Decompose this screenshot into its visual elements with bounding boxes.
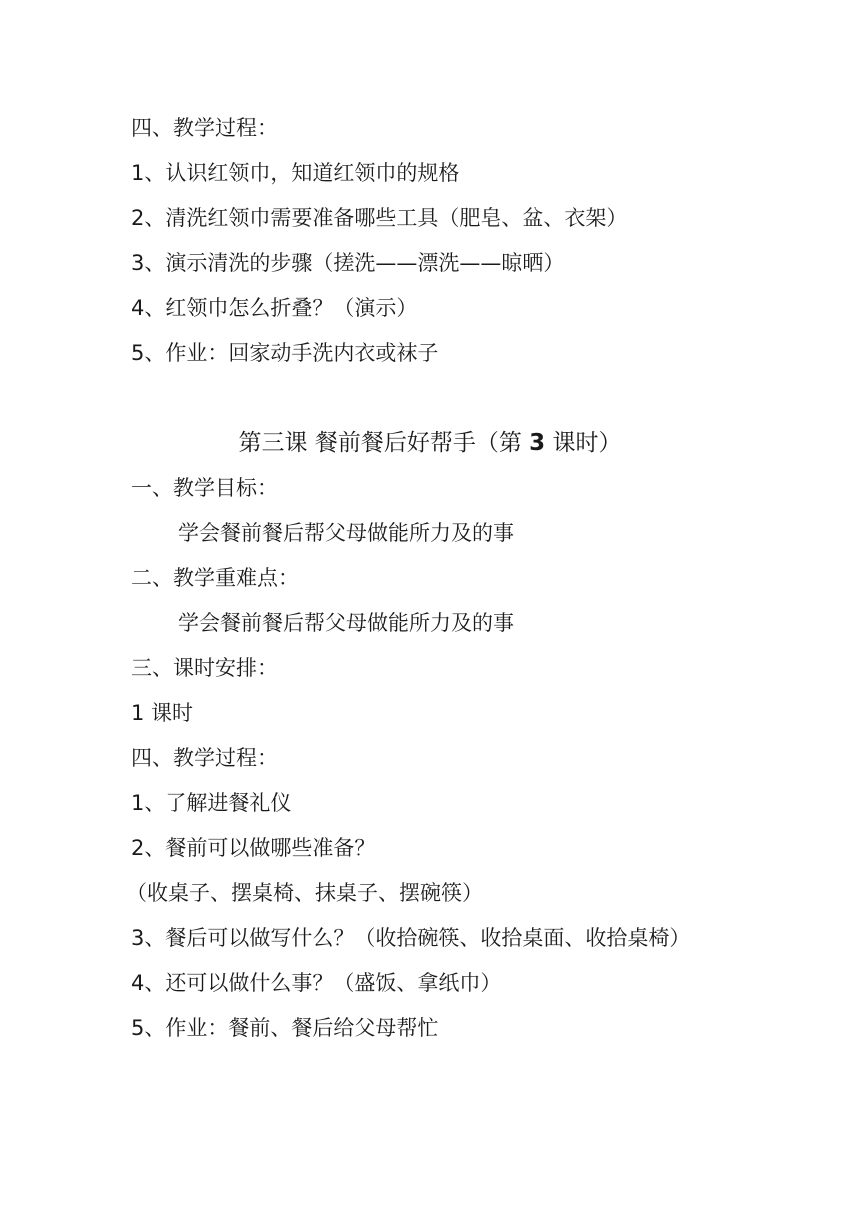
lesson-title-number: 3 (529, 430, 546, 456)
list-item: 2、清洗红领巾需要准备哪些工具（肥皂、盆、衣架） (131, 206, 628, 230)
list-item: 3、演示清洗的步骤（搓洗——漂洗——晾晒） (131, 251, 565, 275)
list-item: 5、作业：餐前、餐后给父母帮忙 (131, 1016, 439, 1040)
goal-text: 学会餐前餐后帮父母做能所力及的事 (178, 521, 514, 545)
list-item: （收桌子、摆桌椅、抹桌子、摆碗筷） (126, 881, 483, 905)
list-item: 1、认识红领巾，知道红领巾的规格 (131, 161, 460, 185)
list-item: 3、餐后可以做写什么？（收拾碗筷、收拾桌面、收拾桌椅） (131, 926, 691, 950)
lesson-title-prefix: 第三课 餐前餐后好帮手（第 (238, 430, 530, 456)
section-heading: 四、教学过程： (131, 116, 278, 140)
key-text: 学会餐前餐后帮父母做能所力及的事 (178, 611, 514, 635)
list-item: 4、还可以做什么事？（盛饭、拿纸巾） (131, 971, 502, 995)
process-heading: 四、教学过程： (131, 746, 278, 770)
goal-heading: 一、教学目标： (131, 476, 278, 500)
list-item: 5、作业：回家动手洗内衣或袜子 (131, 341, 439, 365)
list-item: 1、了解进餐礼仪 (131, 791, 292, 815)
list-item: 2、餐前可以做哪些准备？ (131, 836, 376, 860)
lesson-title (0, 428, 860, 458)
lesson-title-suffix: 课时） (545, 430, 622, 456)
schedule-heading: 三、课时安排： (131, 656, 278, 680)
list-item: 4、红领巾怎么折叠？（演示） (131, 296, 418, 320)
schedule-text: 1 课时 (131, 701, 194, 725)
key-heading: 二、教学重难点： (131, 566, 299, 590)
